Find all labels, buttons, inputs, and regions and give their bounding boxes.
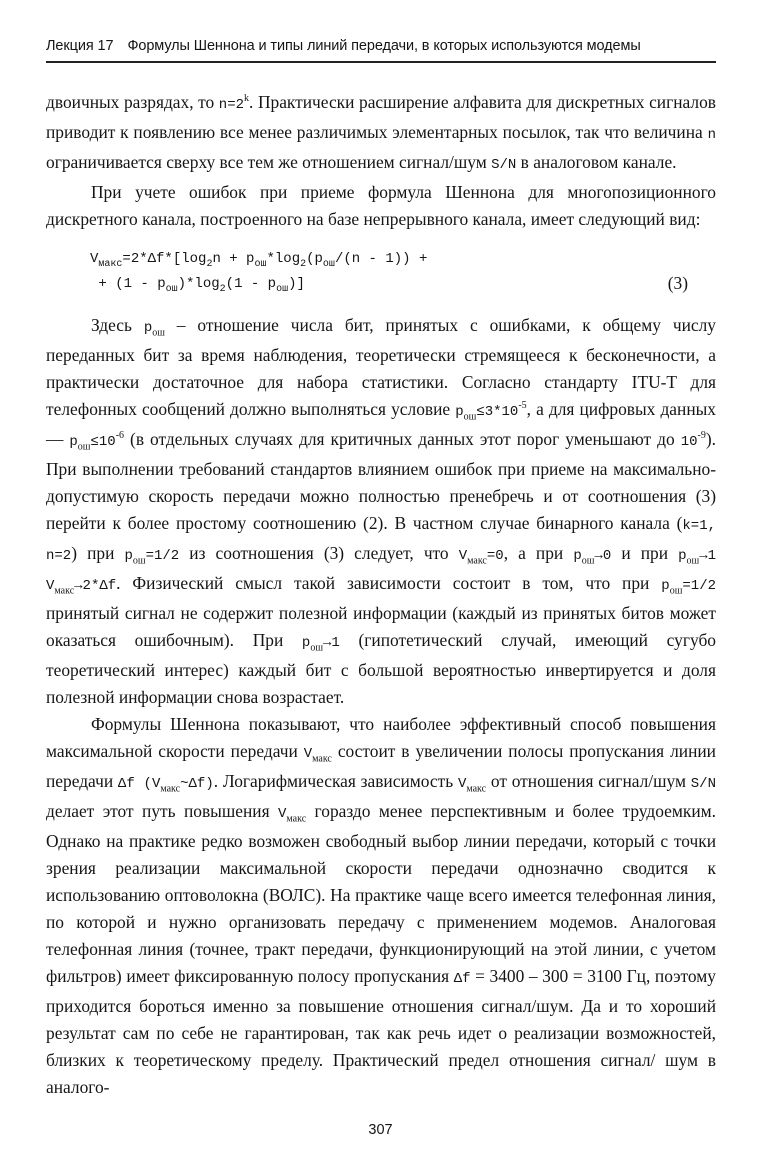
paragraph-4: Формулы Шеннона показывают, что наиболее эффективный способ повышения максимальной скорости передачи $V_{макс}$ состоит в увеличении полосы пропускания линии передачи Δf $(V_{макс}\sim\Delta f)$. Логарифмическая зависимость $V_{макс}$ от отношения сигнал/шум S/N делает этот путь повышения $V_{макс}$ гораздо менее перспективным и более трудоемким. Однако на практике редко возможен свободный выбор линии передачи, который с точки зрения реализации максимальной скорости передачи однозначно сводится к использованию оптоволокна (ВОЛС). На практике чаще всего имеется телефонная линия, по которой и нужно организовать передачу с применением модемов. Аналоговая телефонная линия (точнее, тракт передачи, функционирующий на этой линии, с учетом фильтров) имеет фиксированную полосу пропускания Δf = 3400 – 300 = 3100 Гц, поэтому приходится бороться именно за повышение отношения сигнал/шум. Да и то хороший результат сам по себе не гарантирован, так как речь идет о реализации возможностей, близких к теоретическому пределу. Практический предел отношения сигнал/ шум в аналого-: [46, 714, 716, 1097]
lecture-number: Лекция 17: [46, 38, 114, 54]
equation-number: (3): [667, 273, 688, 293]
paragraph-2: При учете ошибок при приеме формула Шеннона для многопозиционного дискретного канала, построенного на базе непрерывного канала, имеет следующий вид:: [46, 182, 716, 229]
formula-3: [46, 246, 716, 300]
paragraph-1: двоичных разрядах, то $n=2^k$. Практически расширение алфавита для дискретных сигналов приводит к появлению все менее различимых элементарных посылок, так что величина n ограничивается сверху все тем же отношением сигнал/шум S/N в аналоговом канале.: [46, 92, 716, 173]
paragraph-3: Здесь $p_{ош}$ – отношение числа бит, принятых с ошибками, к общему числу переданных бит за время наблюдения, теоретически стремящееся к бесконечности, а практически достаточное для набора статистики. Согласно стандарту ITU-T для телефонных сообщений должно выполняться условие $p_{ош}\le 3*10^{-5}$, а для цифровых данных — $p_{ош}\le 10^{-6}$ (в отдельных случаях для критичных данных этот порог уменьшают до $10^{-9}$). При выполнении требований стандартов влиянием ошибок при приеме на максимально-допустимую скорость передачи можно полностью пренебречь и от соотношения (3) перейти к более простому соотношению (2). В частном случае бинарного канала (k=1, n=2) при $p_{ош}=1/2$ из соотношения (3) следует, что $V_{макс}=0$, а при $p_{ош}\to 0$ и при $p_{ош}\to 1$ $V_{макс}\to 2*\Delta f$. Физический смысл такой зависимости состоит в том, что при $p_{ош}=1/2$ принятый сигнал не содержит полезной информации (каждый из принятых битов может оказаться ошибочным). При $p_{ош}\to 1$ (гипотетический случай, имеющий сугубо теоретический интерес) каждый бит с большой вероятностью инвертируется и доля полезной информации снова возрастает.: [46, 315, 717, 707]
header-rule: [46, 61, 716, 63]
formula-line-2: + $(1 - p_{ош})*\log_2(1 - p_{ош})$]: [90, 276, 305, 295]
page-body: [46, 89, 716, 1101]
page-number: 307: [368, 1122, 393, 1138]
formula-line-1: $V_{макс}=2*\Delta f*[\log_2n + p_{ош}*\log_2(p_{ош}/(n - 1))$ +: [90, 251, 428, 270]
lecture-title: Формулы Шеннона и типы линий передачи, в которых используются модемы: [127, 38, 641, 54]
running-header: [46, 38, 716, 54]
